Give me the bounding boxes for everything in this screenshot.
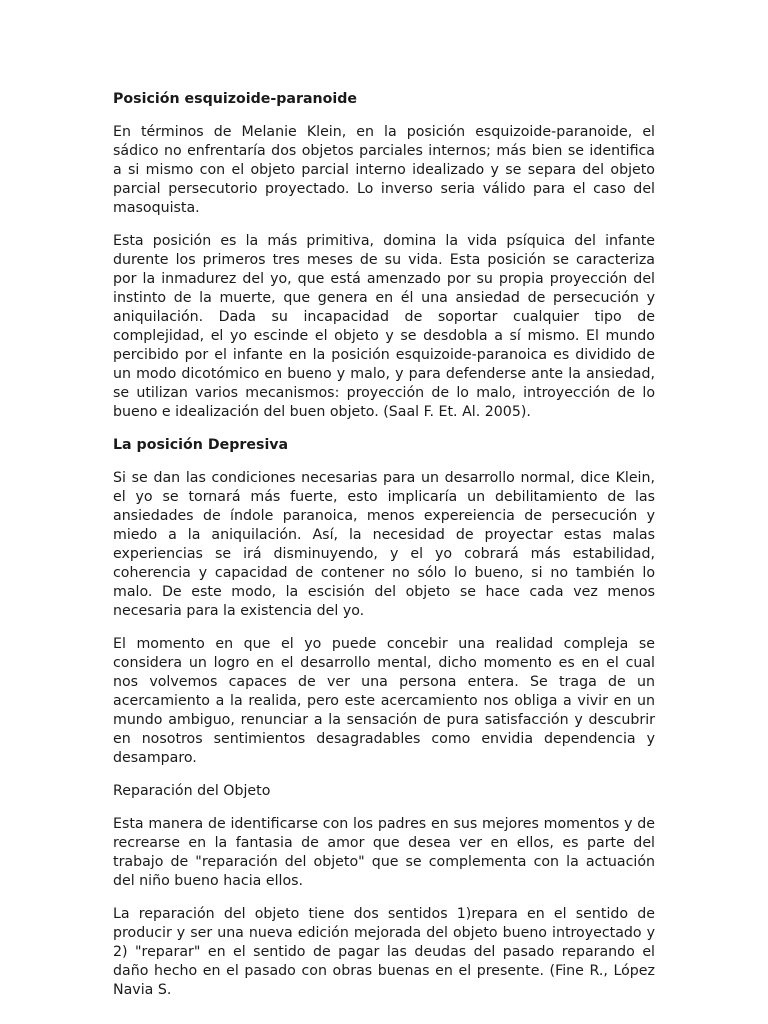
paragraph-condiciones-normales: Si se dan las condiciones necesarias para un desarrollo normal, dice Klein, el yo se tornará más fuerte, esto implicaría un debilitamiento de las ansiedades de índole paranoica, menos expereiencia de persecución y miedo a la aniquilación. Así, la necesidad de proyectar estas malas experiencias se irá disminuyendo, y el yo cobrará más estabilidad, coherencia y capacidad de contener no sólo lo bueno, si no también lo malo. De este modo, la escisión del objeto se hace cada vez menos necesaria para la existencia del yo. xyxy=(113,470,655,619)
paragraph-dos-sentidos: La reparación del objeto tiene dos sentidos 1)repara en el sentido de producir y ser una nueva edición mejorada del objeto bueno introyectado y 2) "reparar" en el sentido de pagar las deudas del pasado reparando el daño hecho en el pasado con obras buenas en el presente. (Fine R., López Navia S. xyxy=(113,906,655,998)
paragraph-klein-intro: En términos de Melanie Klein, en la posición esquizoide-paranoide, el sádico no enfrentaría dos objetos parciales internos; más bien se identifica a si mismo con el objeto parcial interno idealizado y se separa del objeto parcial persecutorio proyectado. Lo inverso seria válido para el caso del masoquista. xyxy=(113,124,655,216)
section-heading-esquizoide: Posición esquizoide-paranoide xyxy=(113,91,358,107)
paragraph-identificarse-padres: Esta manera de identificarse con los padres en sus mejores momentos y de recrearse en la fantasia de amor que desea ver en ellos, es parte del trabajo de "reparación del objeto" que se complementa con la actuación del niño bueno hacia ellos. xyxy=(113,816,655,889)
section-heading-depresiva: La posición Depresiva xyxy=(113,437,289,453)
section-heading-reparacion: Reparación del Objeto xyxy=(113,783,271,799)
paragraph-realidad-compleja: El momento en que el yo puede concebir una realidad compleja se considera un logro en el desarrollo mental, dicho momento es en el cual nos volvemos capaces de ver una persona entera. Se traga de un acercamiento a la realida, pero este acercamiento nos obliga a vivir en un mundo ambiguo, renunciar a la sensación de pura satisfacción y descubrir en nosotros sentimientos desagradables como envidia dependencia y desamparo. xyxy=(113,636,655,766)
document-page xyxy=(113,90,655,1014)
paragraph-posicion-primitiva: Esta posición es la más primitiva, domina la vida psíquica del infante durente los primeros tres meses de su vida. Esta posición se caracteriza por la inmadurez del yo, que está amenzado por su propia proyección del instinto de la muerte, que genera en él una ansiedad de persecución y aniquilación. Dada su incapacidad de soportar cualquier tipo de complejidad, el yo escinde el objeto y se desdobla a sí mismo. El mundo percibido por el infante en la posición esquizoide-paranoica es dividido de un modo dicotómico en bueno y malo, y para defenderse ante la ansiedad, se utilizan varios mecanismos: proyección de lo malo, introyección de lo bueno e idealización del buen objeto. (Saal F. Et. Al. 2005). xyxy=(113,233,655,420)
